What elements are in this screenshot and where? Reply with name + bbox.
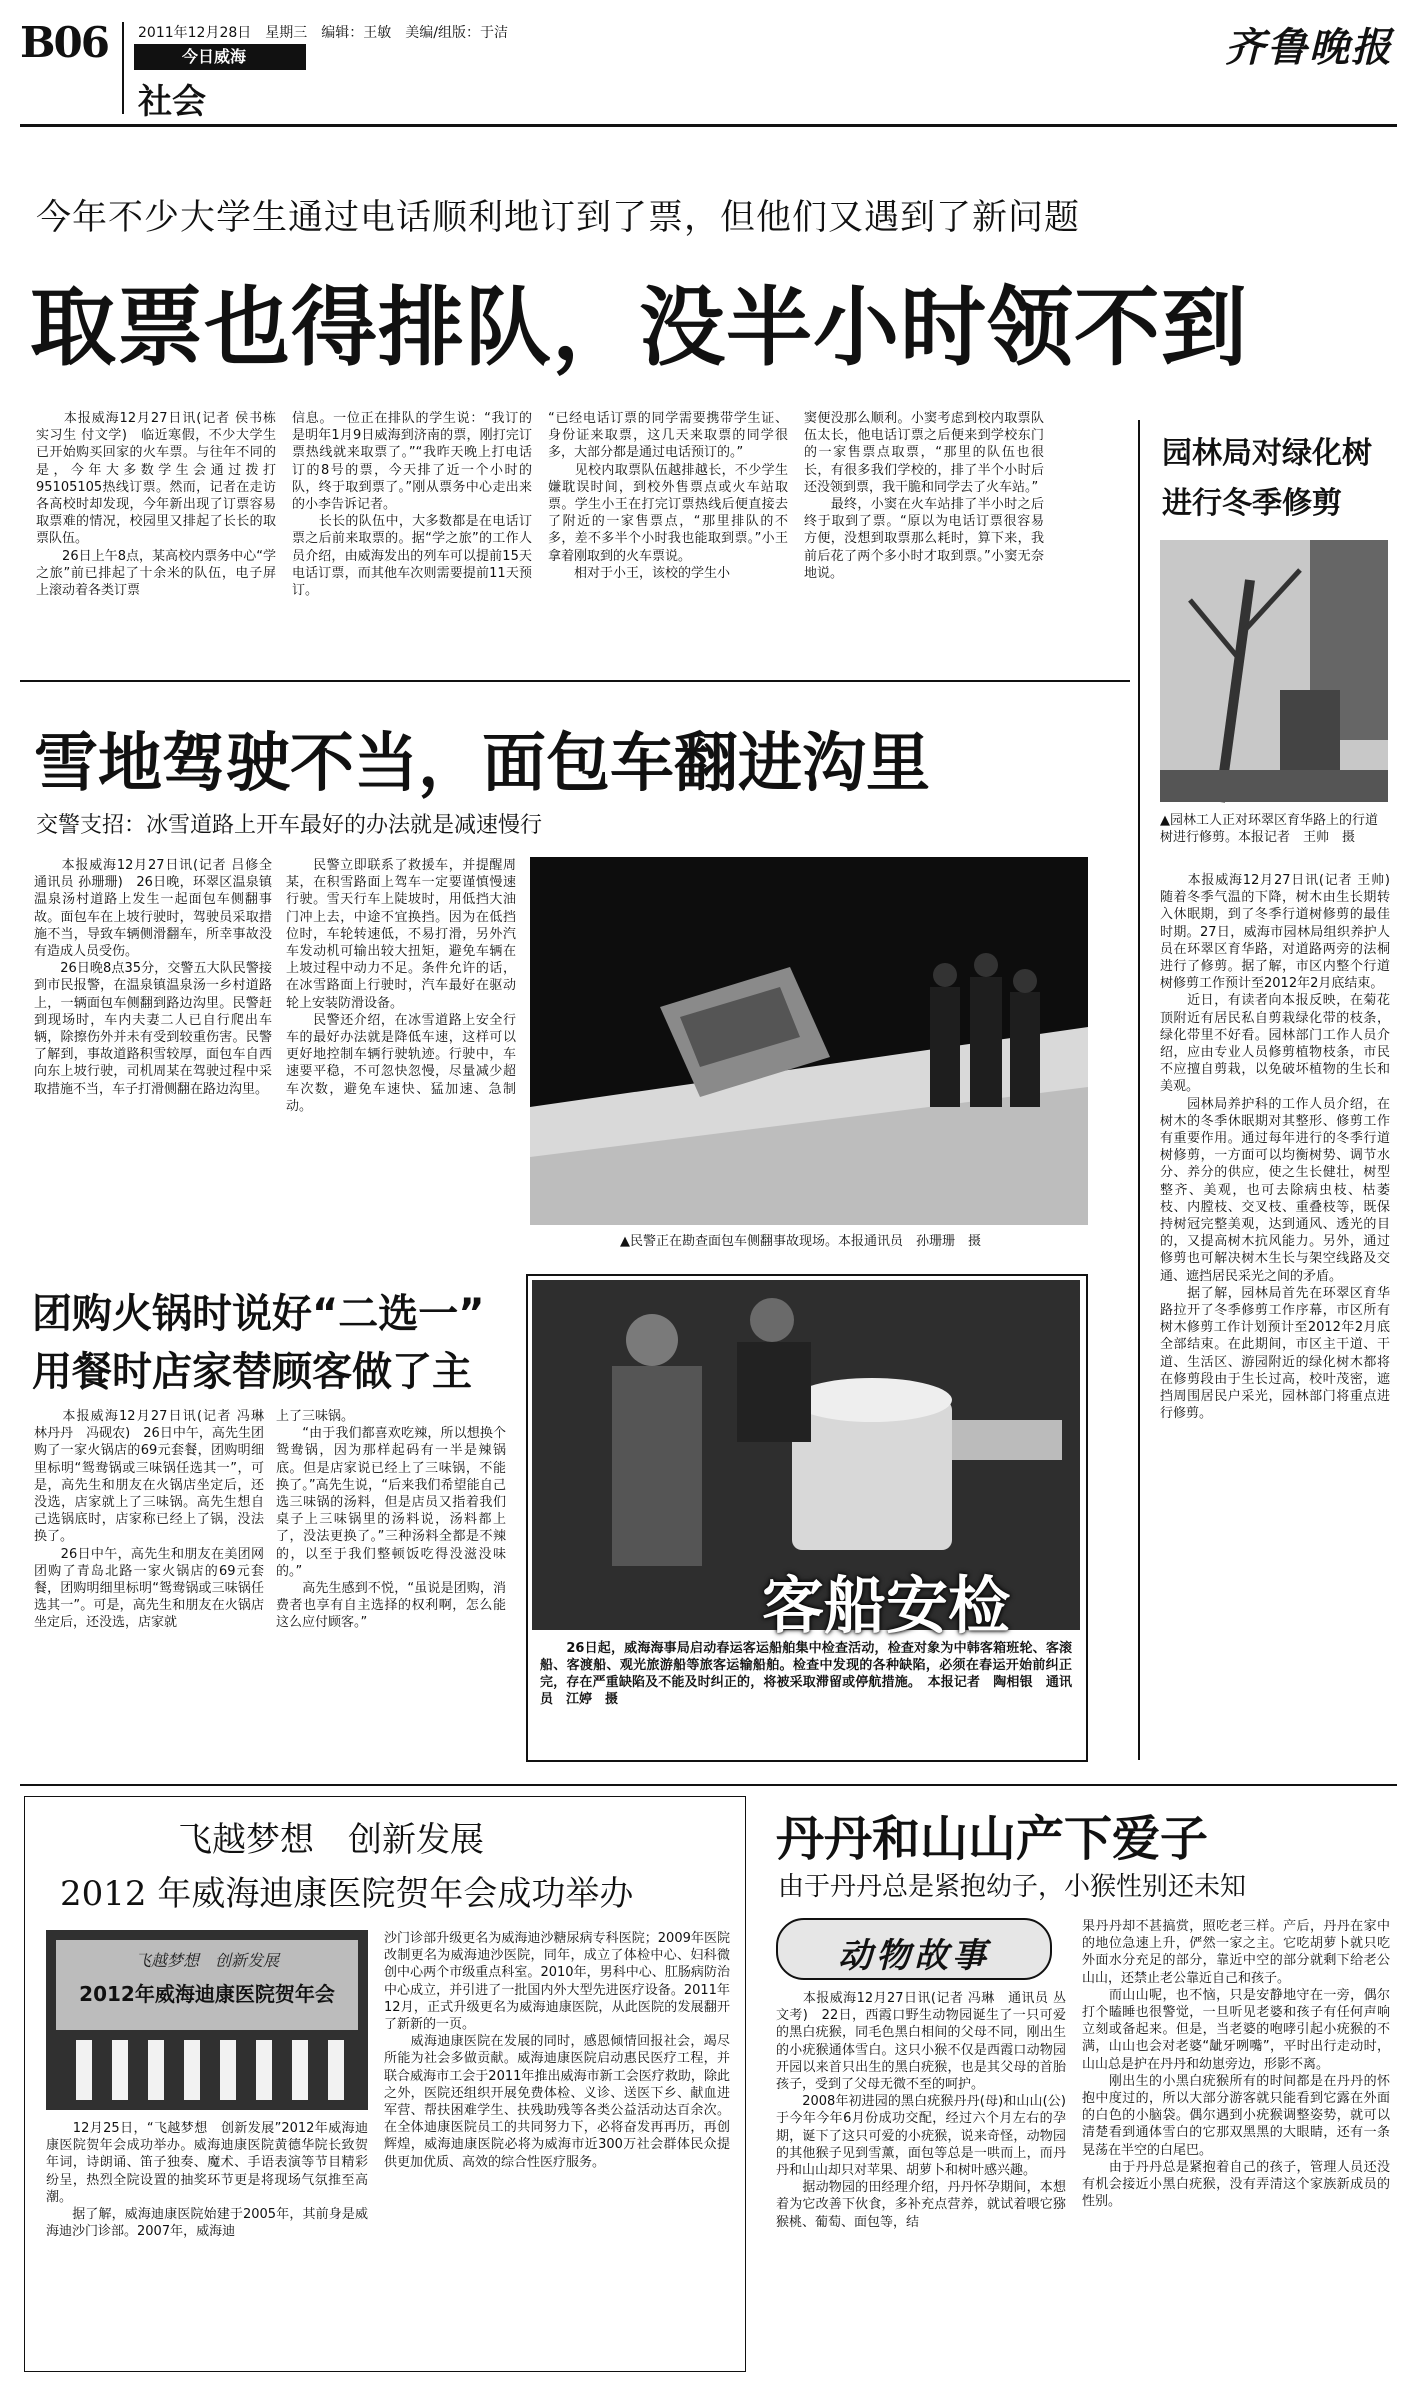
article3-headline-line1: 团购火锅时说好“二选一” — [32, 1291, 485, 1337]
sidebar-body: 本报威海12月27日讯(记者 王帅) 随着冬季气温的下降，树木由生长期转入休眠期，到了冬季行道树修剪的最佳时期。27日，威海市园林局组织养护人员在环翠区育华路，对道路两旁的法桐进行了修剪。据了解，市区内整个行道树修剪工作预计至2012年2月底结束。 近日，有读者向本报反映，在菊花顶附近有居民私自剪栽绿化带的枝条，绿化带里不好看。园林部门工作人员介绍，应由专业人员修剪植物枝条，市民不应擅自剪栽，以免破坏植物的生长和美观。 园林局养护科的工作人员介绍，在树木的冬季休眠期对其整形、修剪工作有重要作用。通过每年进行的冬季行道树修剪，一方面可以均衡树势、调节水分、养分的供应，使之生长健壮，树型整齐、美观，也可去除病虫枝、枯萎枝、内膛枝、交叉枝、重叠枝等，既保持树冠完整美观，达到通风、透光的目的，又提高树木抗风能力。另外，通过修剪也可解决树木生长与架空线路及交通、遮挡居民采光之间的矛盾。 据了解，园林局首先在环翠区育华路拉开了冬季修剪工作序幕，市区所有树木修剪工作计划预计至2012年2月底全部结束。在此期间，市区主干道、干道、生活区、游园附近的绿化树木都将在修剪段由于生长过高，校叶茂密，遮挡周围居民户采光，园林部门将重点进行修剪。 — [1160, 873, 1390, 1422]
article3-column-2: 上了三味锅。 “由于我们都喜欢吃辣，所以想换个鸳鸯锅，因为那样起码有一半是辣锅底。但是店家说已经上了三味锅，不能换了。”高先生说，“后来我们希望能自己选三味锅的汤料，但是店员又指着我们桌子上三味锅里的汤料说，汤料都上了，没法更换了。”三种汤料全都是不辣的，以至于我们整顿饭吃得没滋没味的。” 高先生感到不悦，“虽说是团购，消费者也享有自主选择的权利啊，怎么能这么应付顾客。” — [276, 1409, 506, 1631]
article2-column-1: 本报威海12月27日讯(记者 吕修全 通讯员 孙珊珊) 26日晚，环翠区温泉镇温泉汤村道路上发生一起面包车侧翻事故。面包车在上坡行驶时，驾驶员采取措施不当，导致车辆侧滑翻车，所幸事故没有造成人员受伤。 26日晚8点35分，交警五大队民警接到市民报警，在温泉镇温泉汤一乡村道路上，一辆面包车侧翻到路边沟里。民警赶到现场时，车内夫妻二人已自行爬出车辆，除擦伤外并未有受到较重伤害。民警了解到，事故道路积雪较厚，面包车自西向东上坡行驶，司机周某在驾驶过程中采取措施不当，车子打滑侧翻在路边沟里。 — [34, 858, 272, 1097]
section-title: 社会 — [138, 82, 206, 122]
article1-column-3: “已经电话订票的同学需要携带学生证、身份证来取票，这几天来取票的同学很多，大部分都是通过电话预订的。” 见校内取票队伍越排越长，不少学生嫌耽误时间，到校外售票点或火车站取票。学生小王在打完订票热线后便直接去了附近的一家售票点，“那里排队的不多，差不多半个小时我也能取到票。”小王拿着刚取到的火车票说。 相对于小王，该校的学生小 — [548, 411, 788, 581]
tree-photo-illustration — [1160, 540, 1388, 802]
monkey-headline: 丹丹和山山产下爱子 — [776, 1811, 1209, 1867]
accident-photo-illustration — [530, 857, 1088, 1225]
gala-photo-banner: 2012年威海迪康医院贺年会 — [79, 1982, 335, 2006]
article2-headline: 雪地驾驶不当，面包车翻进沟里 — [34, 727, 930, 801]
hospital-ad-column-2: 沙门诊部升级更名为威海迪沙糖尿病专科医院；2009年医院改制更名为威海迪沙医院，同年，成立了体检中心、妇科微创中心两个市级重点科室。2010年，男科中心、肛肠病防治中心成立，并引进了一批国内外大型先进医疗设备。2011年12月，正式升级更名为威海迪康医院，从此医院的发展翻开了新新的一页。 威海迪康医院在发展的同时，感恩倾情回报社会，竭尽所能为社会多做贡献。威海迪康医院启动惠民医疗工程，并联合威海市工会于2011年推出威海市新工会医疗救助，除此之外，医院还组织开展免费体检、义诊、送医下乡、献血进军营、帮扶困难学生、扶残助残等各类公益活动达百余次。在全体迪康医院员工的共同努力下，必将奋发再再历，再创辉煌，威海迪康医院必将为威海市近300万社会群体民众提供更加优质、高效的综合性医疗服务。 — [384, 1931, 730, 2170]
header-rule — [20, 124, 1397, 127]
tree-pruning-photo — [1160, 540, 1388, 802]
section-tag: 今日威海 — [134, 44, 306, 70]
date-line: 2011年12月28日 星期三 编辑：王敏 美编/组版：于洁 — [138, 25, 508, 41]
masthead-logo: 齐鲁晚报 — [1225, 24, 1393, 71]
monkey-column-1: 本报威海12月27日讯(记者 冯琳 通讯员 丛文考) 22日，西霞口野生动物园诞生了一只可爱的黑白疣猴，同毛色黑白相间的父母不同，刚出生的小疣猴通体雪白。这只小猴不仅是西霞口动物园开园以来首只出生的黑白疣猴，也是其父母的首胎孩子，受到了父母无微不至的呵护。 2008年初进园的黑白疣猴丹丹(母)和山山(公)于今年今年6月份成功交配，经过六个月左右的孕期，诞下了这只可爱的小疣猴，说来奇怪，动物园的其他猴子见到雪薰，面包等总是一哄而上，而丹丹和山山却只对苹果、胡萝卜和树叶感兴趣。 据动物园的田经理介绍，丹丹怀孕期间，本想着为它改善下伙食，多补充点营养，就试着喂它猕猴桃、葡萄、面包等，结 — [776, 1991, 1066, 2230]
hospital-ad-title-line1: 飞越梦想 创新发展 — [178, 1820, 484, 1860]
ship-photo-overlay-title: 客船安检 — [762, 1569, 1011, 1642]
article1-column-1: 本报威海12月27日讯(记者 侯书栋 实习生 付文学) 临近寒假，不少大学生已开始购买回家的火车票。与往年不同的是，今年大多数学生会通过拨打95105105热线订票。然而，记者在走访各高校时却发现，今年新出现了订票容易取票难的情况，校园里又排起了长长的取票队伍。 26日上午8点，某高校内票务中心“学之旅”前已排起了十余米的队伍，电子屏上滚动着各类订票 — [36, 411, 276, 599]
accident-photo — [530, 857, 1088, 1225]
ship-photo-caption: 26日起，威海海事局启动春运客运船舶集中检查活动，检查对象为中韩客箱班轮、客滚船、客渡船、观光旅游船等旅客运输船舶。检查中发现的各种缺陷，必须在春运开始前纠正完，存在严重缺陷及不能及时纠正的，将被采取滞留或停航措施。 本报记者 陶相银 通讯员 江婷 摄 — [540, 1641, 1072, 1707]
sidebar-headline-line2: 进行冬季修剪 — [1162, 486, 1342, 521]
header-divider — [122, 22, 124, 114]
page-number: B06 — [20, 18, 108, 67]
gala-photo-slogan: 飞越梦想 创新发展 — [134, 1951, 279, 1970]
article3-headline-line2: 用餐时店家替顾客做了主 — [32, 1349, 472, 1395]
animal-story-logo — [776, 1918, 1052, 1980]
article2-column-2: 民警立即联系了救援车，并提醒周某，在积雪路面上驾车一定要谨慎慢速行驶。雪天行车上陡坡时，用低挡大油门冲上去，中途不宜换挡。因为在低挡位时，车轮转速低，不易打滑，另外汽车发动机可输出较大扭矩，避免车辆在上坡过程中动力不足。条件允许的话，在冰雪路面上行驶时，汽车最好在驱动轮上安装防滑设备。 民警还介绍，在冰雪道路上安全行车的最好办法就是降低车速，这样可以更好地控制车辆行驶轨迹。行驶中，车速要平稳，不可忽快忽慢，尽量减少超车次数，避免车速快、猛加速、急制动。 — [286, 858, 516, 1114]
article1-column-4: 窦便没那么顺利。小窦考虑到校内取票队伍太长，他电话订票之后便来到学校东门的一家售票点取票，“那里的队伍也很长，有很多我们学校的，排了半个小时后还没领到票，我干脆和同学去了火车站。” 最终，小窦在火车站排了半小时之后终于取到了票。“原以为电话订票很容易方便，没想到取票那么耗时，算下来，我前后花了两个多小时才取到票。”小窦无奈地说。 — [804, 411, 1044, 581]
sidebar-headline-line1: 园林局对绿化树 — [1162, 436, 1372, 471]
hospital-ad-title-line2: 2012 年威海迪康医院贺年会成功举办 — [60, 1874, 634, 1914]
accident-photo-caption: ▲民警正在勘查面包车侧翻事故现场。本报通讯员 孙珊珊 摄 — [620, 1234, 981, 1249]
article1-kicker: 今年不少大学生通过电话顺利地订到了票，但他们又遇到了新问题 — [36, 198, 1081, 238]
sidebar-divider — [1138, 420, 1140, 1760]
tree-photo-caption: ▲园林工人正对环翠区育华路上的行道树进行修剪。本报记者 王帅 摄 — [1160, 813, 1378, 845]
lower-section-rule — [20, 1784, 1397, 1786]
article2-subhead: 交警支招：冰雪道路上开车最好的办法就是减速慢行 — [36, 813, 543, 838]
hospital-gala-photo — [46, 1930, 368, 2110]
article1-headline: 取票也得排队，没半小时领不到 — [30, 278, 1248, 378]
monkey-column-2: 果丹丹却不甚搞赏，照吃老三样。产后，丹丹在家中的地位急速上升，俨然一家之主。它吃胡萝卜就只吃外面水分充足的部分，靠近中空的部分就剩下给老公山山，还禁止老公靠近自己和孩子。 而山山呢，也不恼，只是安静地守在一旁，偶尔打个瞌睡也很警觉，一旦听见老婆和孩子有任何声响立刻或备起来。但是，当老婆的咆哮引起小疣猴的不满，山山也会对老婆“龇牙咧嘴”，平时出行走动时，山山总是护在丹丹和幼崽旁边，形影不离。 刚出生的小黑白疣猴所有的时间都是在丹丹的怀抱中度过的，所以大部分游客就只能看到它露在外面的白色的小脑袋。偶尔遇到小疣猴调整姿势，就可以清楚看到通体雪白的它那双黑黑的大眼睛，还有一条晃荡在半空的白尾巴。 由于丹丹总是紧抱着自己的孩子，管理人员还没有机会接近小黑白疣猴，没有弄清这个家族新成员的性别。 — [1082, 1919, 1390, 2210]
article1-column-2: 信息。一位正在排队的学生说：“我订的是明年1月9日威海到济南的票，刚打完订票热线就来取票了。”“我昨天晚上打电话订的8号的票，今天排了近一个小时的队，终于取到票了。”刚从票务中心走出来的小李告诉记者。 长长的队伍中，大多数都是在电话订票之后前来取票的。据“学之旅”的工作人员介绍，由威海发出的列车可以提前15天电话订票，而其他车次则需要提前11天预订。 — [292, 411, 532, 599]
article1-bottom-rule — [20, 680, 1130, 682]
hospital-ad-column-1: 12月25日，“飞越梦想 创新发展”2012年威海迪康医院贺年会成功举办。威海迪康医院黄德华院长致贺年词，诗朗诵、笛子独奏、魔术、手语表演等节目精彩纷呈，热烈全院设置的抽奖环节更是将现场气氛推至高潮。 据了解，威海迪康医院始建于2005年，其前身是威海迪沙门诊部。2007年，威海迪 — [46, 2121, 368, 2240]
article3-column-1: 本报威海12月27日讯(记者 冯琳 林丹丹 冯砚农) 26日中午，高先生团购了一家火锅店的69元套餐，团购明细里标明“鸳鸯锅或三味锅任选其一”，可是，高先生和朋友在火锅店坐定后，还没选，店家就上了三味锅。高先生想自己选锅底时，店家称已经上了锅，没法换了。 26日中午，高先生和朋友在美团网团购了青岛北路一家火锅店的69元套餐，团购明细里标明“鸳鸯锅或三味锅任选其一”。可是，高先生和朋友在火锅店坐定后，还没选，店家就 — [34, 1409, 264, 1631]
animal-story-logo-text: 动物故事 — [838, 1936, 990, 1976]
monkey-subhead: 由于丹丹总是紧抱幼子，小猴性别还未知 — [778, 1872, 1247, 1902]
